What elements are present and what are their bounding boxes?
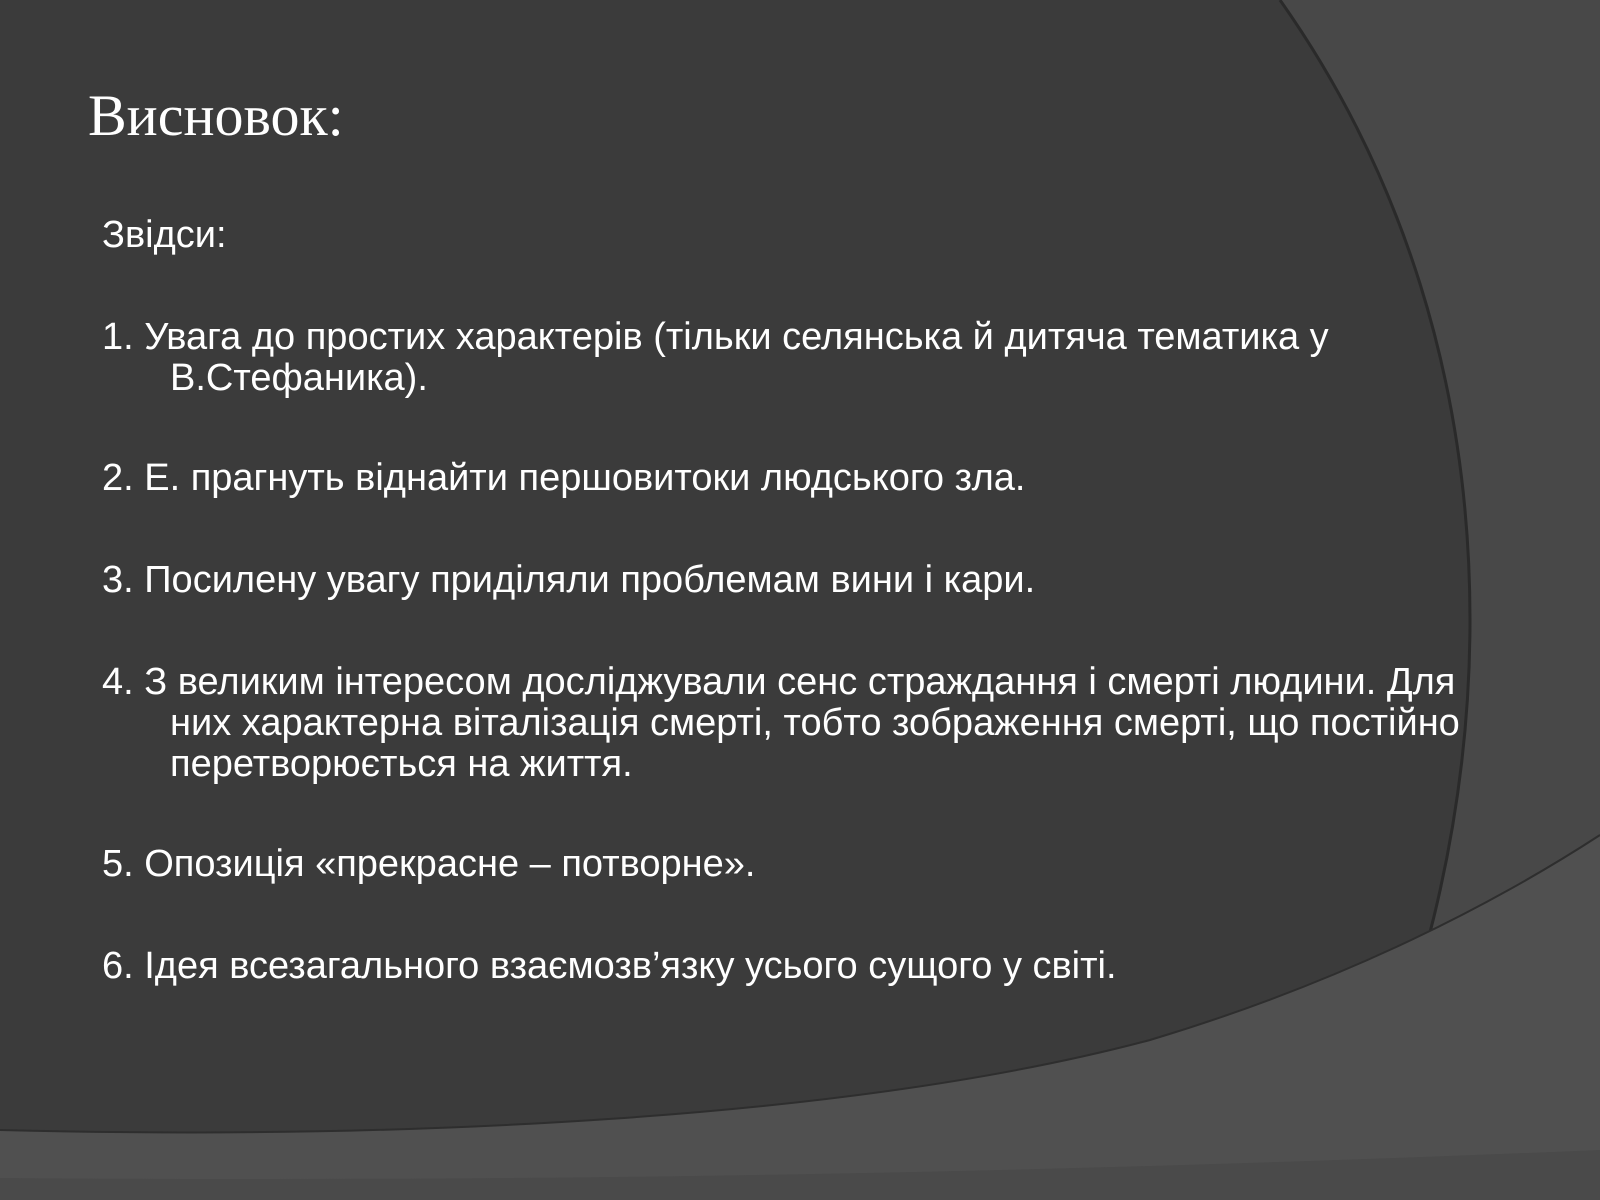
slide-title: Висновок: <box>88 83 344 148</box>
list-item-3: 3. Посилену увагу приділяли проблемам вини і кари. <box>102 559 1036 601</box>
list-item-2: 2. Е. прагнуть віднайти першовитоки людського зла. <box>102 457 1026 499</box>
intro-text: Звідси: <box>102 214 227 256</box>
list-item-4: 4. З великим інтересом досліджували сенс страждання і смерті людини. Для них характерна віталізація смерті, тобто зображення смерті, що постійно перетворюється на життя. <box>102 661 1460 785</box>
list-item-6: 6. Ідея всезагального взаємозв’язку усього сущого у світі. <box>102 945 1117 987</box>
list-item-1: 1. Увага до простих характерів (тільки селянська й дитяча тематика у В.Стефаника). <box>102 316 1329 399</box>
list-item-5: 5. Опозиція «прекрасне – потворне». <box>102 843 756 885</box>
